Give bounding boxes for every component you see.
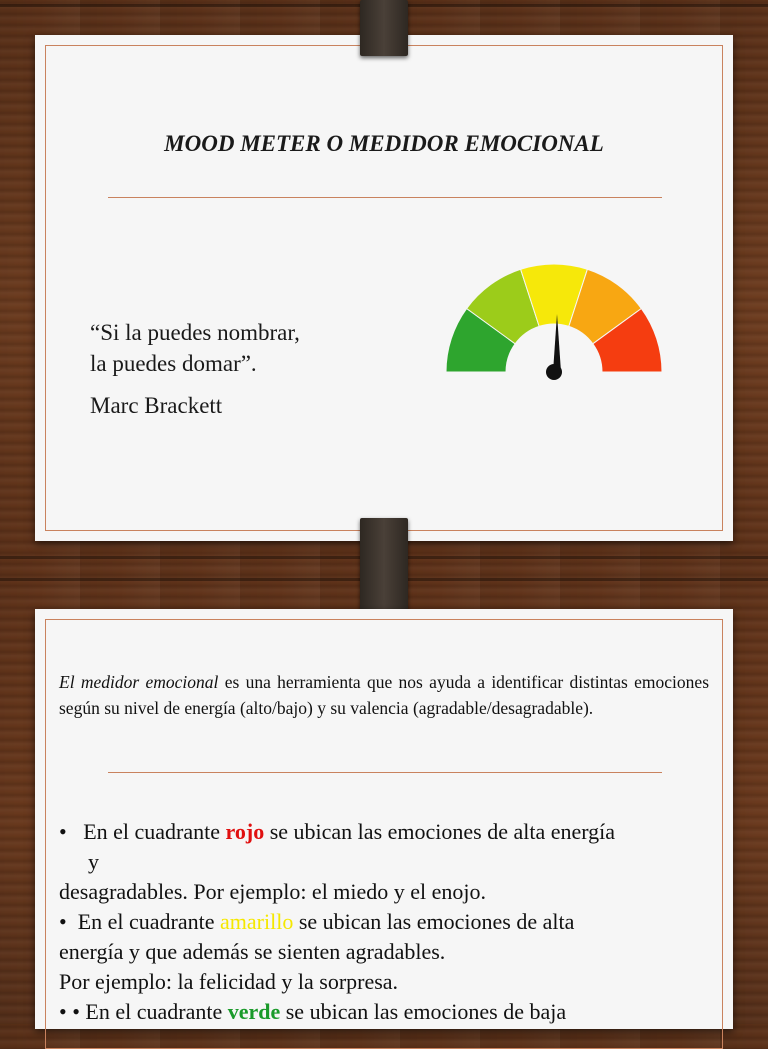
definition-text: es una herramienta que nos ayuda a identificar distintas emociones según su nivel de energía (alto/bajo) y su valencia (agradable/desagradable). [59,672,709,718]
quadrant-list [59,817,719,1027]
section-divider [108,772,662,773]
list-item-green [59,997,719,1027]
gauge-needle-hub [546,364,562,380]
list-text: desagradables. Por ejemplo: el miedo y el enojo. [59,879,487,904]
quote-line-2: la puedes domar”. [90,351,257,376]
list-text: energía y que además se sienten agradables. [59,939,446,964]
color-word-red: rojo [225,819,265,844]
list-text: Por ejemplo: la felicidad y la sorpresa. [59,969,399,994]
list-text: • En el cuadrante [59,909,221,934]
bullet-dot: • [59,819,67,844]
list-text: • • En el cuadrante [59,999,228,1024]
list-text: y [88,849,99,874]
slide-card-2 [35,609,733,1029]
slide-card-1 [35,35,733,541]
title-divider [108,197,662,198]
list-item-red [59,817,719,847]
binder-clip-top [360,0,408,56]
quote-line-1: “Si la puedes nombrar, [90,320,300,345]
list-text: se ubican las emociones de alta [293,909,575,934]
definition-term: El medidor emocional [59,672,219,692]
definition-paragraph [59,669,709,721]
list-text: se ubican las emociones de baja [280,999,567,1024]
list-item-yellow [59,907,719,937]
color-word-green: verde [227,999,281,1024]
slide-title: MOOD METER O MEDIDOR EMOCIONAL [164,131,604,156]
list-text: se ubican las emociones de alta energía [264,819,616,844]
quote-author: Marc Brackett [90,393,223,418]
mood-gauge-icon [440,255,680,385]
list-text: En el cuadrante [83,819,226,844]
color-word-yellow: amarillo [220,909,294,934]
